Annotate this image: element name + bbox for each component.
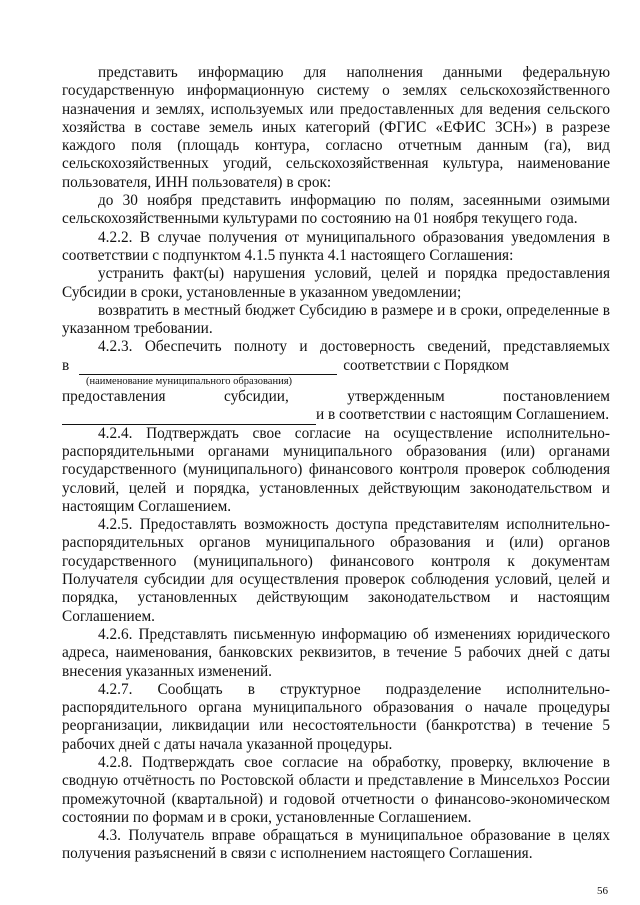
paragraph-4-2-3-spread-row [62, 388, 610, 406]
word: предоставления [62, 388, 166, 406]
paragraph-4-3: 4.3. Получатель вправе обращаться в муниципальное образование в целях получения разъяснений в связи с исполнением настоящего Соглашения. [62, 827, 610, 863]
municipality-blank-line [79, 360, 337, 375]
paragraph-4-2-3-mid: соответствии с Порядком [343, 356, 509, 374]
preposition-v: в [62, 356, 70, 374]
word: субсидии, [224, 388, 289, 406]
paragraph-4-2-3-end: и в соответствии с настоящим Соглашением. [316, 406, 610, 424]
document-body [62, 64, 610, 864]
word: постановлением [503, 388, 610, 406]
paragraph-4-2-4: 4.2.4. Подтверждать свое согласие на осуществление исполнительно-распорядительными органами муниципального образования (или) органами государственного (муниципального) финансового контроля проверок соблюдения условий, целей и порядка, установленных действующим законодательством и настоящим Соглашением. [62, 424, 610, 515]
paragraph-4-2-2: 4.2.2. В случае получения от муниципального образования уведомления в соответствии с подпунктом 4.1.5 пункта 4.1 настоящего Соглашения: [62, 228, 610, 264]
paragraph-4-2-5: 4.2.5. Предоставлять возможность доступа представителям исполнительно-распорядительных органов муниципального образования и (или) органов государственного (муниципального) финансового контроля к документам Получателя субсидии для осуществления проверок соблюдения условий, целей и порядка, установленных действующим законодательством и настоящим Соглашением. [62, 516, 610, 625]
resolution-blank-line [62, 410, 316, 425]
paragraph-intro: представить информацию для наполнения данными федеральную государственную информационную систему о землях сельскохозяйственного назначения и землях, используемых или предоставленных для ведения сельского хозяйства в составе земель иных категорий (ФГИС «ЕФИС ЗСН») в разрезе каждого поля (площадь контура, согласно отчетным данным (га), вид сельскохозяйственных угодий, сельскохозяйственная культура, наименование пользователя, ИНН пользователя) в срок: [62, 64, 610, 191]
paragraph-4-2-2-a: устранить факт(ы) нарушения условий, целей и порядка предоставления Субсидии в сроки, установленные в указанном уведомлении; [62, 265, 610, 301]
paragraph-4-2-3-end-row [62, 406, 610, 424]
paragraph-4-2-2-b: возвратить в местный бюджет Субсидию в размере и в сроки, определенные в указанном требовании. [62, 301, 610, 338]
paragraph-4-2-3-blank-row [62, 357, 610, 375]
word: утвержденным [347, 388, 445, 406]
page-number: 56 [597, 885, 608, 897]
paragraph-deadline: до 30 ноября представить информацию по полям, засеянными озимыми сельскохозяйственными культурами по состоянию на 01 ноября текущего года. [62, 192, 610, 228]
municipality-caption: (наименование муниципального образования) [86, 376, 293, 388]
paragraph-4-2-6: 4.2.6. Представлять письменную информацию об изменениях юридического адреса, наименования, банковских реквизитов, в течение 5 рабочих дней с даты внесения указанных изменений. [62, 625, 610, 680]
paragraph-4-2-8: 4.2.8. Подтверждать свое согласие на обработку, проверку, включение в сводную отчётность по Ростовской области и представление в Минсельхоз России промежуточной (квартальной) и годовой отчетности о финансово-экономическом состоянии по формам и в сроки, установленные Соглашением. [62, 753, 610, 826]
paragraph-4-2-3: 4.2.3. Обеспечить полноту и достоверность сведений, представляемых [98, 338, 610, 356]
paragraph-4-2-7: 4.2.7. Сообщать в структурное подразделение исполнительно-распорядительного органа муниципального образования о начале процедуры реорганизации, ликвидации или несостоятельности (банкротства) в течение 5 рабочих дней с даты начала указанной процедуры. [62, 680, 610, 753]
